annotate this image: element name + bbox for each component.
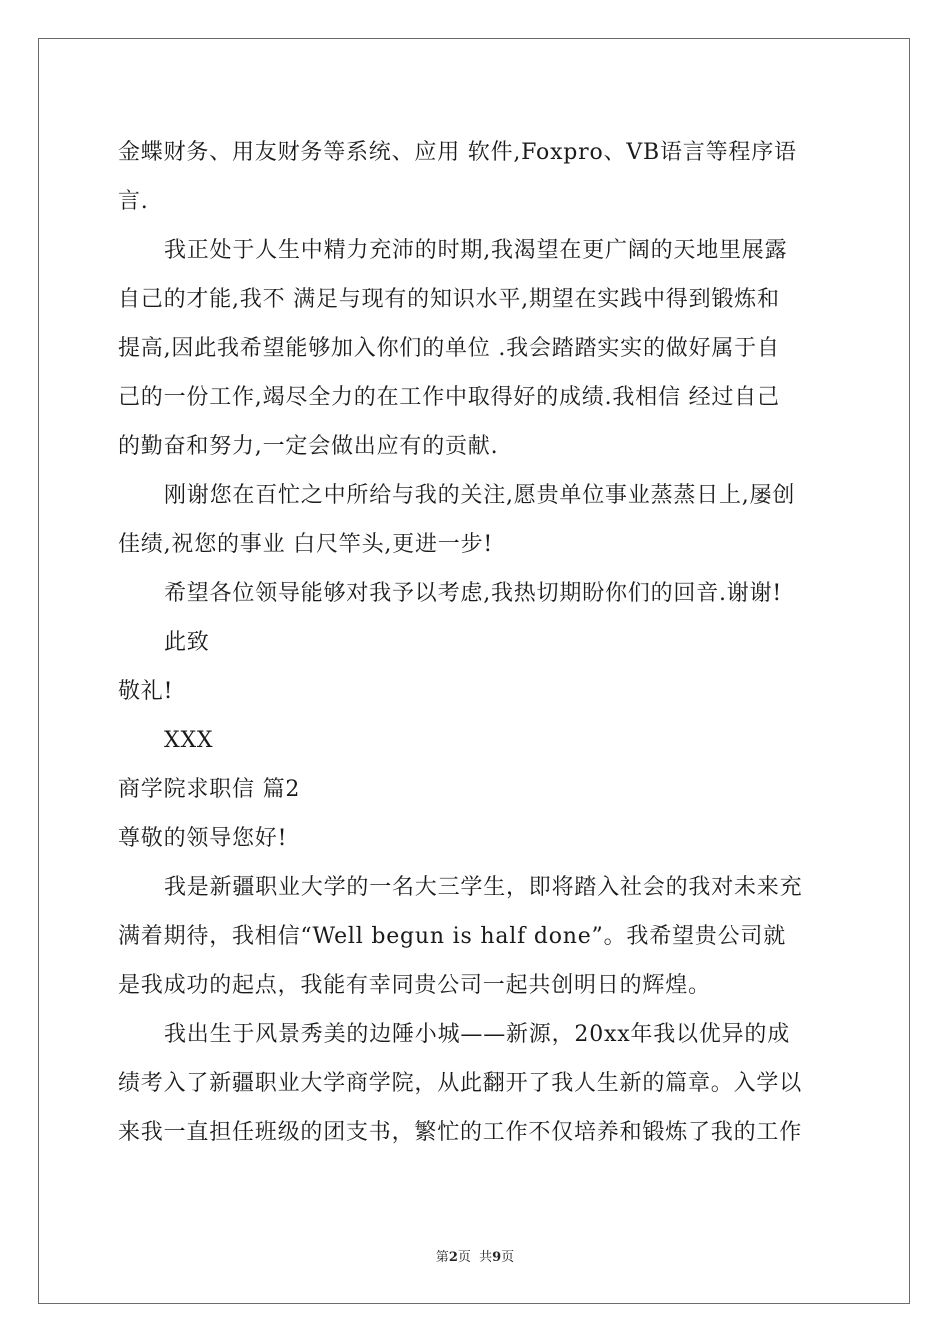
salutation-regards: 敬礼! xyxy=(118,679,174,704)
document-body xyxy=(118,128,834,1157)
signature-name: XXX xyxy=(164,728,214,753)
text-line: 己的一份工作,竭尽全力的在工作中取得好的成绩.我相信 经过自己 xyxy=(118,385,780,410)
text-line: 刚谢您在百忙之中所给与我的关注,愿贵单位事业蒸蒸日上,屡创 xyxy=(164,483,796,508)
text-line: 的勤奋和努力,一定会做出应有的贡献. xyxy=(118,434,499,459)
page-suffix: 页 xyxy=(501,1250,515,1265)
section-title: 商学院求职信 篇2 xyxy=(118,777,301,802)
text-line: 提高,因此我希望能够加入你们的单位 .我会踏踏实实的做好属于自 xyxy=(118,336,780,361)
page-total: 9 xyxy=(492,1250,502,1265)
text-line: 绩考入了新疆职业大学商学院，从此翻开了我人生新的篇章。入学以 xyxy=(118,1071,803,1096)
page-footer xyxy=(0,1246,950,1265)
page-current: 2 xyxy=(448,1250,458,1265)
text-line: 金蝶财务、用友财务等系统、应用 软件,Foxpro、VB语言等程序语 xyxy=(118,140,797,165)
page-prefix: 第 xyxy=(435,1250,449,1265)
greeting: 尊敬的领导您好! xyxy=(118,826,288,851)
page-mid: 页 共 xyxy=(457,1250,493,1265)
text-line: 言. xyxy=(118,189,149,214)
text-line: 我出生于风景秀美的边陲小城——新源，20xx年我以优异的成 xyxy=(164,1022,791,1047)
text-line: 我正处于人生中精力充沛的时期,我渴望在更广阔的天地里展露 xyxy=(164,238,788,263)
text-line: 自己的才能,我不 满足与现有的知识水平,期望在实践中得到锻炼和 xyxy=(118,287,780,312)
text-line: 来我一直担任班级的团支书，繁忙的工作不仅培养和锻炼了我的工作 xyxy=(118,1120,803,1145)
salutation-closing: 此致 xyxy=(164,630,210,655)
text-line: 佳绩,祝您的事业 白尺竿头,更进一步! xyxy=(118,532,494,557)
text-line: 是我成功的起点，我能有幸同贵公司一起共创明日的辉煌。 xyxy=(118,973,711,998)
text-line: 满着期待，我相信“Well begun is half done”。我希望贵公司就 xyxy=(118,924,787,949)
text-line: 希望各位领导能够对我予以考虑,我热切期盼你们的回音.谢谢! xyxy=(164,581,783,606)
text-line: 我是新疆职业大学的一名大三学生，即将踏入社会的我对未来充 xyxy=(164,875,803,900)
